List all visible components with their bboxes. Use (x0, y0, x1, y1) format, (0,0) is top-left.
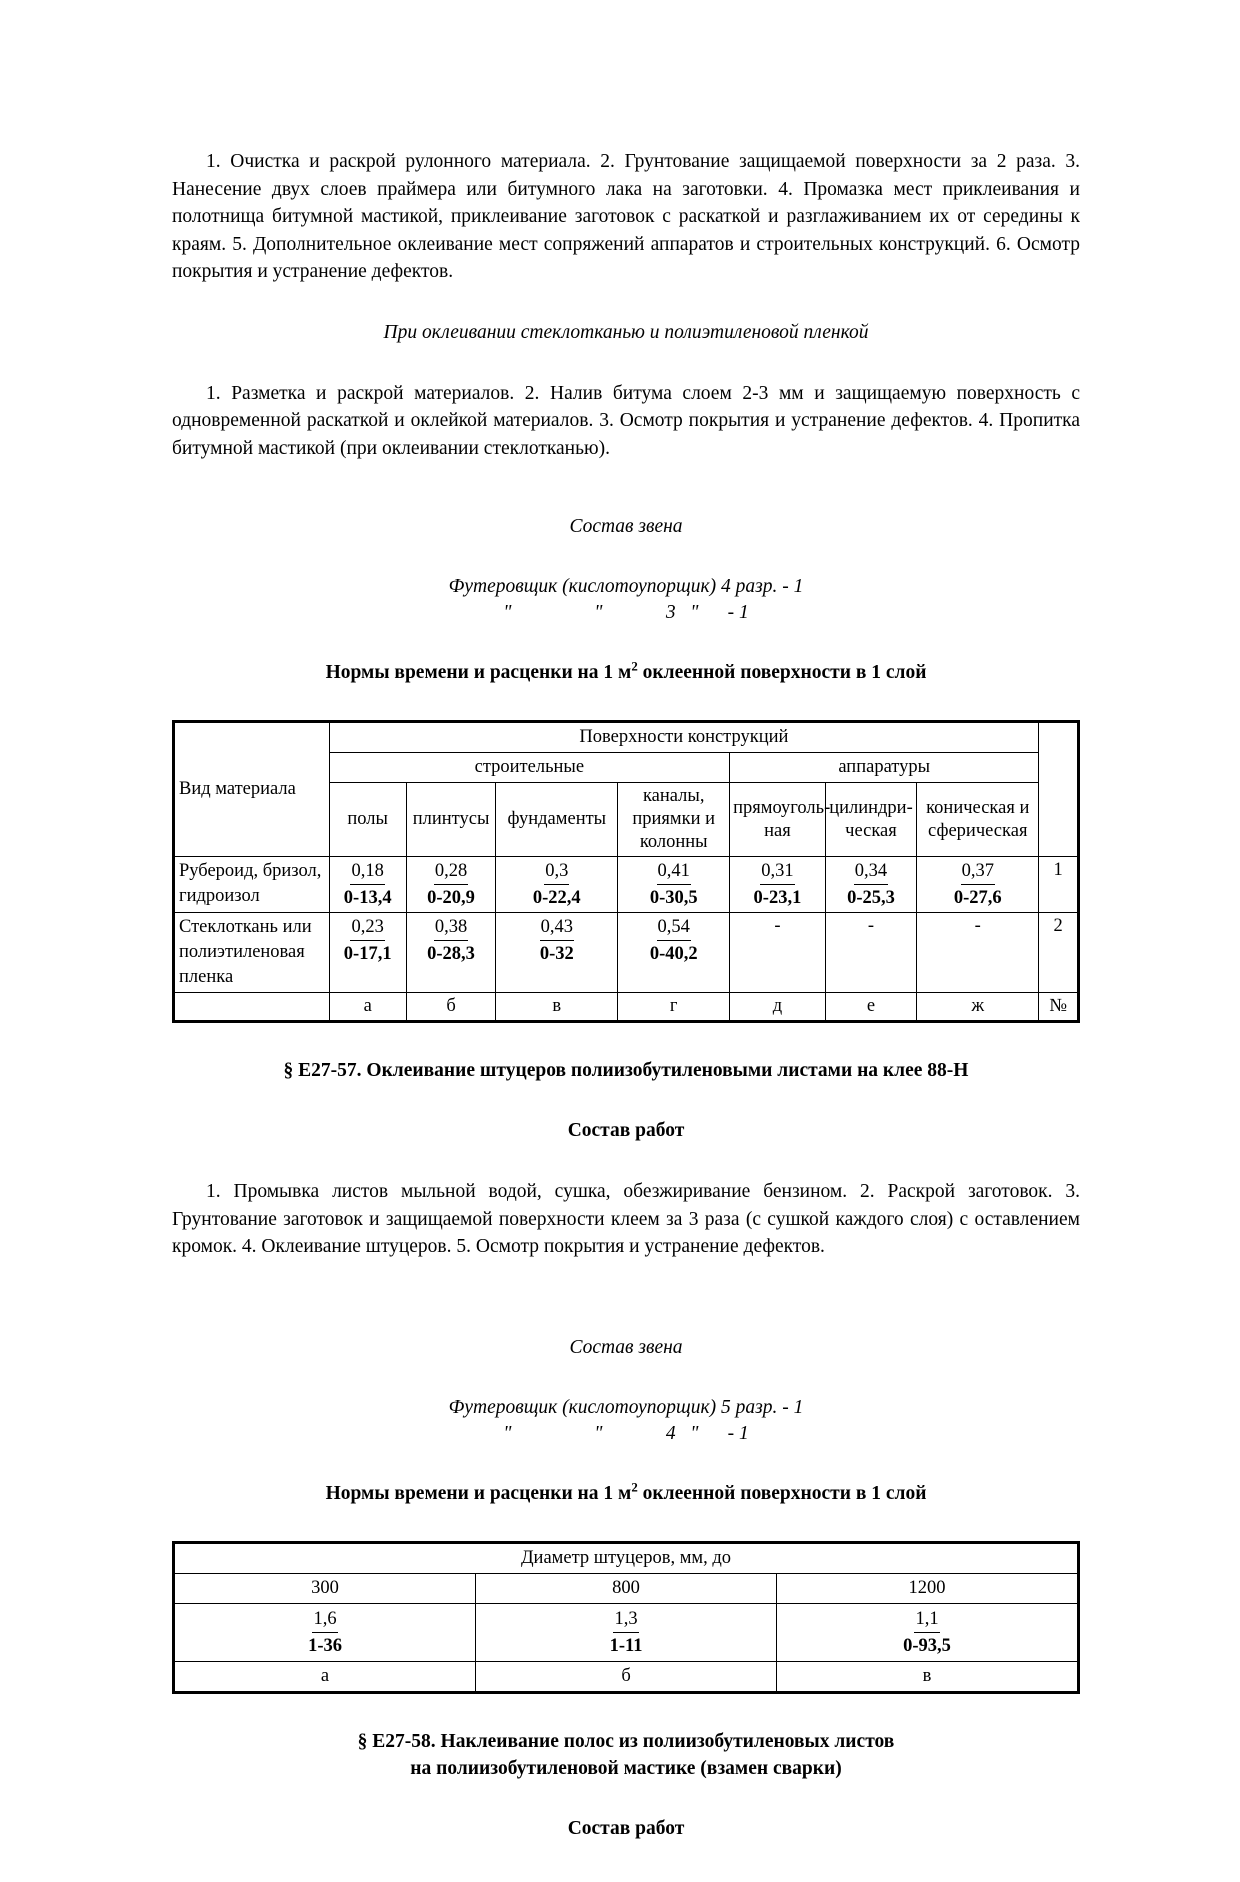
table2-title-pre: Нормы времени и расценки на 1 м (325, 1482, 632, 1504)
crew-1-line-1: Футеровщик (кислотоупорщик) 4 разр. - 1 (448, 576, 804, 597)
table1-footer-letter-d: д (730, 993, 826, 1021)
value-rate: 0-20,9 (427, 888, 475, 908)
value-norm: 0,34 (854, 859, 888, 885)
value-rate: 0-30,5 (649, 888, 698, 908)
table-row (175, 913, 1078, 993)
table2-title-header: Диаметр штуцеров, мм, до (175, 1543, 1078, 1573)
table1-row1-cell-channels (618, 857, 730, 913)
table1-header-row-1 (175, 723, 1078, 753)
table2-cell-800 (476, 1603, 777, 1661)
table1-title-pre: Нормы времени и расценки на 1 м (325, 662, 632, 683)
table-row (175, 857, 1078, 913)
value-norm: 0,3 (544, 859, 569, 885)
table1-row2-cell-channels (618, 913, 730, 993)
spacer (172, 1782, 1080, 1816)
table1-col-header-conical: коническая и сферическая (917, 783, 1039, 857)
value-norm: 1,1 (914, 1607, 939, 1633)
table1-title (172, 660, 1080, 686)
table1-row2-cell-conical: - (917, 913, 1039, 993)
table1-material-header: Вид материала (175, 723, 330, 857)
table1-wrapper (172, 720, 1080, 1023)
table1-row1-cell-rectangular (730, 857, 826, 913)
table1-row2-cell-floors (329, 913, 406, 993)
spacer (172, 1361, 1080, 1395)
value-norm: 0,41 (657, 859, 691, 885)
paragraph-work-composition-3: 1. Промывка листов мыльной водой, сушка, обезжиривание бензином. 2. Раскрой заготовок. 3. Грунтование заготовок и защищаемой поверхности клеем за 3 раза (с сушкой каждого слоя) с оставлением кромок. 4. Оклеивание штуцеров. 5. Осмотр покрытия и устранение дефектов. (172, 1181, 1080, 1257)
value-rate: 1-11 (609, 1635, 643, 1656)
table1-row2-number: 2 (1039, 913, 1078, 993)
value-norm: 0,43 (540, 915, 574, 941)
table2-title (172, 1481, 1080, 1507)
value-rate: 0-17,1 (343, 944, 392, 964)
value-rate: 1-36 (308, 1635, 342, 1656)
value-norm: 1,6 (312, 1607, 337, 1633)
table2-footer-letter-v: в (777, 1661, 1078, 1691)
value-norm: 0,54 (657, 915, 691, 941)
table1-col-header-rectangular: прямоугольная (730, 783, 826, 857)
table1-row2-cell-foundations (496, 913, 618, 993)
value-rate: 0-27,6 (953, 888, 1002, 908)
table1-footer-letter-b: б (406, 993, 495, 1021)
table2-wrapper (172, 1541, 1080, 1694)
table1-group-header-apparatus: аппаратуры (730, 753, 1039, 783)
table1-footer-letter-0 (175, 993, 330, 1021)
spacer (172, 540, 1080, 574)
spacer (172, 286, 1080, 320)
value-norm: 0,37 (961, 859, 995, 885)
table1-row1-cell-conical (917, 857, 1039, 913)
works-composition-heading-57: Состав работ (567, 1120, 685, 1141)
spacer (172, 1694, 1080, 1728)
table1-col-header-channels: каналы, приямки и колонны (618, 783, 730, 857)
value-rate: 0-25,3 (847, 888, 895, 908)
table2-footer-letter-row (175, 1661, 1078, 1691)
value-norm: 0,38 (434, 915, 468, 941)
value-rate: 0-32 (539, 944, 574, 964)
table1-row1-cell-foundations (496, 857, 618, 913)
table1-group-header-all: Поверхности конструкций (329, 723, 1039, 753)
spacer (172, 686, 1080, 720)
table1-footer-letter-zh: ж (917, 993, 1039, 1021)
table2-cell-300 (175, 1603, 476, 1661)
section-heading-e27-58-line-1: § Е27-58. Наклеивание полос из полиизобутиленовых листов (357, 1730, 895, 1752)
value-rate: 0-28,3 (427, 944, 475, 964)
table1-number-header (1039, 723, 1078, 857)
table1-footer-letter-v: в (496, 993, 618, 1021)
spacer (172, 462, 1080, 514)
table1-row1-cell-cylindrical (825, 857, 917, 913)
subheading-glass-fabric: При оклеивании стеклотканью и полиэтиленовой пленкой (383, 321, 869, 343)
spacer (172, 1144, 1080, 1178)
norms-table-2 (174, 1543, 1078, 1692)
value-rate: 0-93,5 (903, 1635, 951, 1656)
table1-footer-letter-g: г (618, 993, 730, 1021)
table2-header-row (175, 1543, 1078, 1573)
table2-title-post: оклеенной поверхности в 1 слой (637, 1482, 927, 1504)
table1-footer-letter-row (175, 993, 1078, 1021)
table1-row2-cell-rectangular: - (730, 913, 826, 993)
value-rate: 0-22,4 (532, 888, 581, 908)
table2-cell-1200 (777, 1603, 1078, 1661)
table2-footer-letter-b: б (476, 1661, 777, 1691)
spacer (172, 1261, 1080, 1335)
table2-values-row (175, 1603, 1078, 1661)
section-heading-e27-58-line-2: на полиизобутиленовой мастике (взамен сварки) (410, 1757, 842, 1779)
paragraph-work-composition-2: 1. Разметка и раскрой материалов. 2. Налив битума слоем 2-3 мм и защищаемую поверхность с одновременной раскаткой и оклейкой материалов. 3. Осмотр покрытия и устранение дефектов. 4. Пропитка битумной мастикой (при оклеивании стеклотканью). (172, 382, 1080, 459)
table2-diameter-800: 800 (476, 1573, 777, 1603)
spacer (172, 1507, 1080, 1541)
value-rate: 0-13,4 (343, 888, 392, 908)
spacer (172, 1084, 1080, 1118)
table1-col-header-cylindrical: цилиндрическая (825, 783, 917, 857)
crew-title-1: Состав звена (569, 516, 683, 537)
spacer (172, 346, 1080, 380)
table1-footer-letter-a: а (329, 993, 406, 1021)
table2-diameter-1200: 1200 (777, 1573, 1078, 1603)
crew-composition-2 (172, 1395, 1080, 1447)
value-norm: 0,23 (350, 915, 384, 941)
value-rate: 0-40,2 (649, 944, 698, 964)
table1-col-header-foundations: фундаменты (496, 783, 618, 857)
table1-col-header-skirtings: плинтусы (406, 783, 495, 857)
table1-row2-cell-skirtings (406, 913, 495, 993)
value-norm: 0,28 (434, 859, 468, 885)
table2-footer-letter-a: а (175, 1661, 476, 1691)
spacer (172, 1023, 1080, 1057)
value-norm: 0,31 (760, 859, 794, 885)
table1-row1-number: 1 (1039, 857, 1078, 913)
table1-title-post: оклеенной поверхности в 1 слой (637, 662, 927, 683)
norms-table-1 (174, 722, 1078, 1021)
table1-footer-number-symbol: № (1039, 993, 1078, 1021)
table2-diameter-300: 300 (175, 1573, 476, 1603)
table1-footer-letter-e: е (825, 993, 917, 1021)
table1-row1-material: Рубероид, бризол, гидроизол (175, 857, 330, 913)
table1-group-header-building: строительные (329, 753, 730, 783)
spacer (172, 1447, 1080, 1481)
value-rate: 0-23,1 (753, 888, 802, 908)
works-composition-heading-58: Состав работ (567, 1817, 685, 1839)
crew-title-2: Состав звена (569, 1336, 683, 1358)
table1-title-superscript: 2 (631, 659, 638, 674)
table2-diameter-row (175, 1573, 1078, 1603)
table1-row1-cell-floors (329, 857, 406, 913)
crew-2-line-2: " " 4 " - 1 (503, 1422, 749, 1444)
section-heading-e27-57: § Е27-57. Оклеивание штуцеров полиизобутиленовыми листами на клее 88-Н (283, 1060, 969, 1081)
crew-2-line-1: Футеровщик (кислотоупорщик) 5 разр. - 1 (448, 1396, 804, 1418)
spacer (172, 626, 1080, 660)
value-norm: 0,18 (350, 859, 384, 885)
table2-title-superscript: 2 (631, 1480, 638, 1494)
paragraph-work-composition-1: 1. Очистка и раскрой рулонного материала. 2. Грунтование защищаемой поверхности за 2 раза. 3. Нанесение двух слоев праймера или битумного лака на заготовки. 4. Промазка мест приклеивания и полотнища битумной мастикой, приклеивание заготовок с раскаткой и разглаживанием их от середины к краям. 5. Дополнительное оклеивание мест сопряжений аппаратов и строительных конструкций. 6. Осмотр покрытия и устранение дефектов. (172, 151, 1080, 282)
crew-1-line-2: " " 3 " - 1 (503, 602, 749, 623)
value-norm: 1,3 (613, 1607, 638, 1633)
table1-row2-cell-cylindrical: - (825, 913, 917, 993)
crew-composition-1 (172, 574, 1080, 626)
table1-row1-cell-skirtings (406, 857, 495, 913)
table1-row2-material: Стеклоткань или полиэтиленовая пленка (175, 913, 330, 993)
table1-col-header-floors: полы (329, 783, 406, 857)
